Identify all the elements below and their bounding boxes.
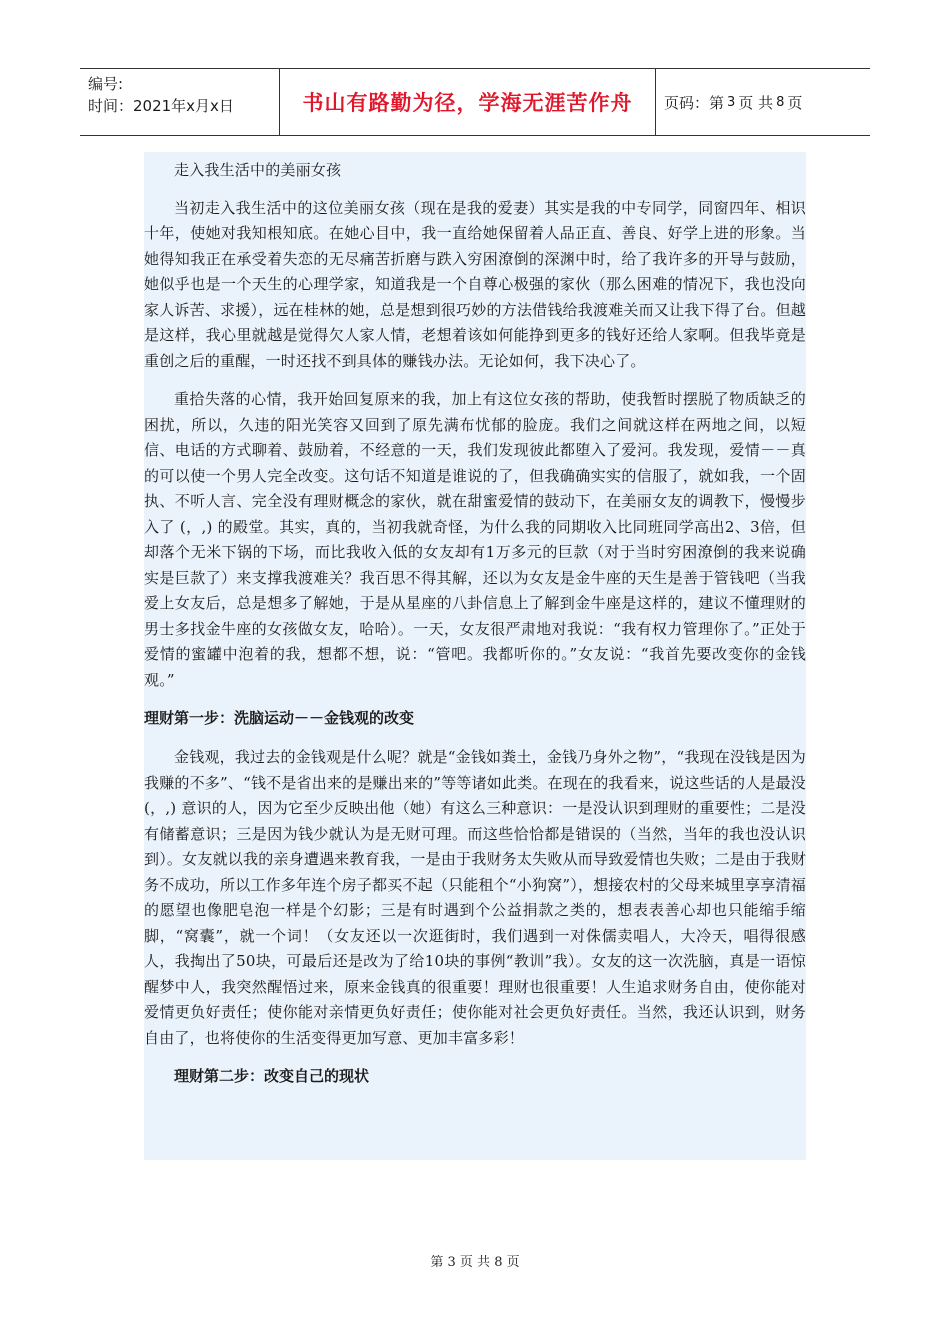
section-heading-2: 理财第二步：改变自己的现状 bbox=[174, 1067, 370, 1085]
section-heading-1: 理财第一步：洗脑运动－－金钱观的改变 bbox=[144, 709, 415, 727]
article-title: 走入我生活中的美丽女孩 bbox=[174, 161, 342, 179]
document-date: 时间：2021年x月x日 bbox=[88, 97, 234, 115]
page-total: 8 bbox=[776, 94, 785, 110]
page-footer: 第 3 页 共 8 页 bbox=[430, 1255, 520, 1270]
header-motto-cell bbox=[280, 69, 656, 135]
header-info bbox=[80, 69, 280, 135]
header-page-number bbox=[656, 69, 870, 135]
page-suffix: 页 bbox=[787, 93, 803, 112]
header-motto: 书山有路勤为径，学海无涯苦作舟 bbox=[302, 91, 633, 115]
page-mid: 页 共 bbox=[738, 93, 774, 112]
paragraph-3: 金钱观，我过去的金钱观是什么呢？就是“金钱如粪土，金钱乃身外之物”，“我现在没钱是因为我赚的不多”、“钱不是省出来的是赚出来的”等等诸如此类。在现在的我看来，说这些话的人是最没 (，,) 意识的人，因为它至少反映出他（她）有这么三种意识：一是没认识到理财的重要性；二是没有储蓄意识；三是因为钱少就认为是无财可理。而这些恰恰都是错误的（当然，当年的我也没认识到）。女友就以我的亲身遭遇来教育我，一是由于我财务太失败从而导致爱情也失败；二是由于我财务不成功，所以工作多年连个房子都买不起（只能租个“小狗窝”），想接农村的父母来城里享享清福的愿望也像肥皂泡一样是个幻影；三是有时遇到个公益捐款之类的，想表表善心却也只能缩手缩脚，“窝囊”，就一个词！（女友还以一次逛街时，我们遇到一对侏儒卖唱人，大冷天，唱得很感人，我掏出了50块，可最后还是改为了给10块的事例“教训”我）。女友的这一次洗脑，真是一语惊醒梦中人，我突然醒悟过来，原来金钱真的很重要！理财也很重要！人生追求财务自由，使你能对爱情更负好责任；使你能对亲情更负好责任；使你能对社会更负好责任。当然，我还认识到，财务自由了，也将使你的生活变得更加写意、更加丰富多彩！ bbox=[144, 748, 807, 1047]
page-current: 3 bbox=[727, 94, 736, 110]
page-prefix: 页码：第 bbox=[664, 93, 725, 112]
paragraph-1: 当初走入我生活中的这位美丽女孩（现在是我的爱妻）其实是我的中专同学，同窗四年、相识十年，使她对我知根知底。在她心目中，我一直给她保留着人品正直、善良、好学上进的形象。当她得知我正在承受着失恋的无尽痛苦折磨与跌入穷困潦倒的深渊中时，给了我许多的开导与鼓励，她似乎也是一个天生的心理学家，知道我是一个自尊心极强的家伙（那么困难的情况下，我也没向家人诉苦、求援），远在桂林的她，总是想到很巧妙的方法借钱给我渡难关而又让我下得了台。但越是这样，我心里就越是觉得欠人家人情，老想着该如何能挣到更多的钱好还给人家啊。但我毕竟是重创之后的重醒，一时还找不到具体的赚钱办法。无论如何，我下决心了。 bbox=[144, 198, 806, 370]
page-header bbox=[80, 68, 870, 136]
paragraph-2: 重拾失落的心情，我开始回复原来的我，加上有这位女孩的帮助，使我暂时摆脱了物质缺乏的困扰，所以，久违的阳光笑容又回到了原先满布忧郁的脸庞。我们之间就这样在两地之间，以短信、电话的方式聊着、鼓励着，不经意的一天，我们发现彼此都堕入了爱河。我发现，爱情－－真的可以使一个男人完全改变。这句话不知道是谁说的了，但我确确实实的信服了，就如我，一个固执、不听人言、完全没有理财概念的家伙，就在甜蜜爱情的鼓动下，在美丽女友的调教下，慢慢步入了 (，,) 的殿堂。其实，真的，当初我就奇怪，为什么我的同期收入比同班同学高出2、3倍，但却落个无米下锅的下场，而比我收入低的女友却有1万多元的巨款（对于当时穷困潦倒的我来说确实是巨款了）来支撑我渡难关？我百思不得其解，还以为女友是金牛座的天生是善于管钱吧（当我爱上女友后，总是想多了解她，于是从星座的八卦信息上了解到金牛座是这样的，建议不懂理财的男士多找金牛座的女孩做女友，哈哈）。一天，女友很严肃地对我说：“我有权力管理你了。”正处于爱情的蜜罐中泡着的我，想都不想，说：“管吧。我都听你的。”女友说：“我首先要改变你的金钱观。” bbox=[144, 390, 806, 689]
article-body bbox=[144, 152, 806, 1160]
document-number-label: 编号: bbox=[88, 75, 124, 93]
